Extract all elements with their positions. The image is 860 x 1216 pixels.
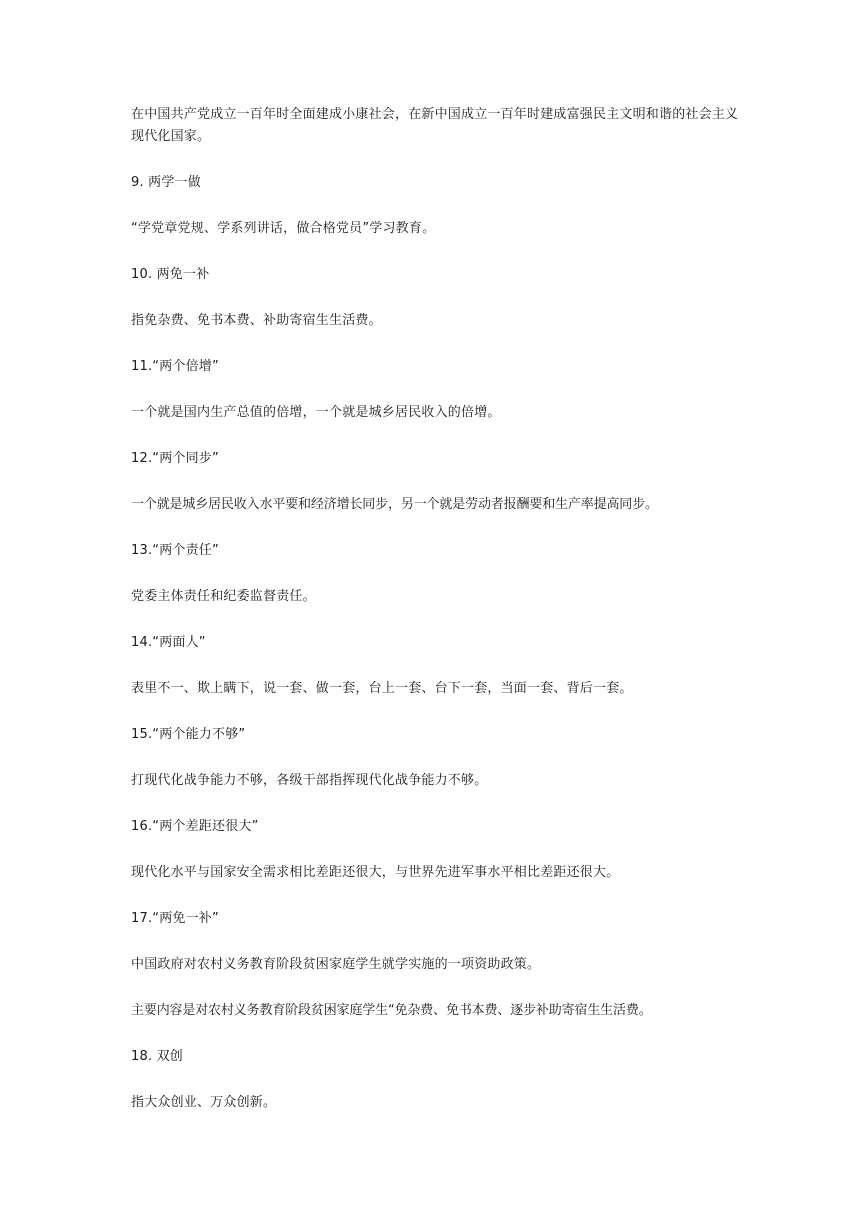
entry-text-10: 指免杂费、免书本费、补助寄宿生生活费。 <box>131 313 382 328</box>
entry-text-14: 表里不一、欺上瞒下，说一套、做一套，台上一套、台下一套，当面一套、背后一套。 <box>131 681 633 696</box>
entry-text-17-b: 主要内容是对农村义务教育阶段贫困家庭学生“免杂费、免书本费、逐步补助寄宿生生活费。 <box>131 1003 652 1018</box>
entry-text-13: 党委主体责任和纪委监督责任。 <box>131 589 316 604</box>
entry-heading-11: 11.“两个倍增” <box>131 359 219 374</box>
entry-text-12: 一个就是城乡居民收入水平要和经济增长同步，另一个就是劳动者报酬要和生产率提高同步。 <box>131 497 658 512</box>
document-body <box>131 104 743 1114</box>
entry-heading-12: 12.“两个同步” <box>131 451 219 466</box>
entry-heading-10: 10. 两免一补 <box>131 267 210 282</box>
entry-heading-18: 18. 双创 <box>131 1049 184 1064</box>
entry-heading-15: 15.“两个能力不够” <box>131 727 246 742</box>
entry-heading-9: 9. 两学一做 <box>131 175 201 190</box>
entry-text-17-a: 中国政府对农村义务教育阶段贫困家庭学生就学实施的一项资助政策。 <box>131 957 541 972</box>
entry-text-18: 指大众创业、万众创新。 <box>131 1095 277 1110</box>
entry-text-11: 一个就是国内生产总值的倍增，一个就是城乡居民收入的倍增。 <box>131 405 501 420</box>
entry-text-16: 现代化水平与国家安全需求相比差距还很大，与世界先进军事水平相比差距还很大。 <box>131 865 620 880</box>
intro-paragraph: 在中国共产党成立一百年时全面建成小康社会，在新中国成立一百年时建成富强民主文明和谐的社会主义现代化国家。 <box>131 107 739 144</box>
entry-heading-16: 16.“两个差距还很大” <box>131 819 259 834</box>
entry-text-15: 打现代化战争能力不够，各级干部指挥现代化战争能力不够。 <box>131 773 488 788</box>
entry-text-9: “学党章党规、学系列讲话，做合格党员”学习教育。 <box>131 221 436 236</box>
entry-heading-14: 14.“两面人” <box>131 635 206 650</box>
entry-heading-13: 13.“两个责任” <box>131 543 219 558</box>
entry-heading-17: 17.“两免一补” <box>131 911 219 926</box>
